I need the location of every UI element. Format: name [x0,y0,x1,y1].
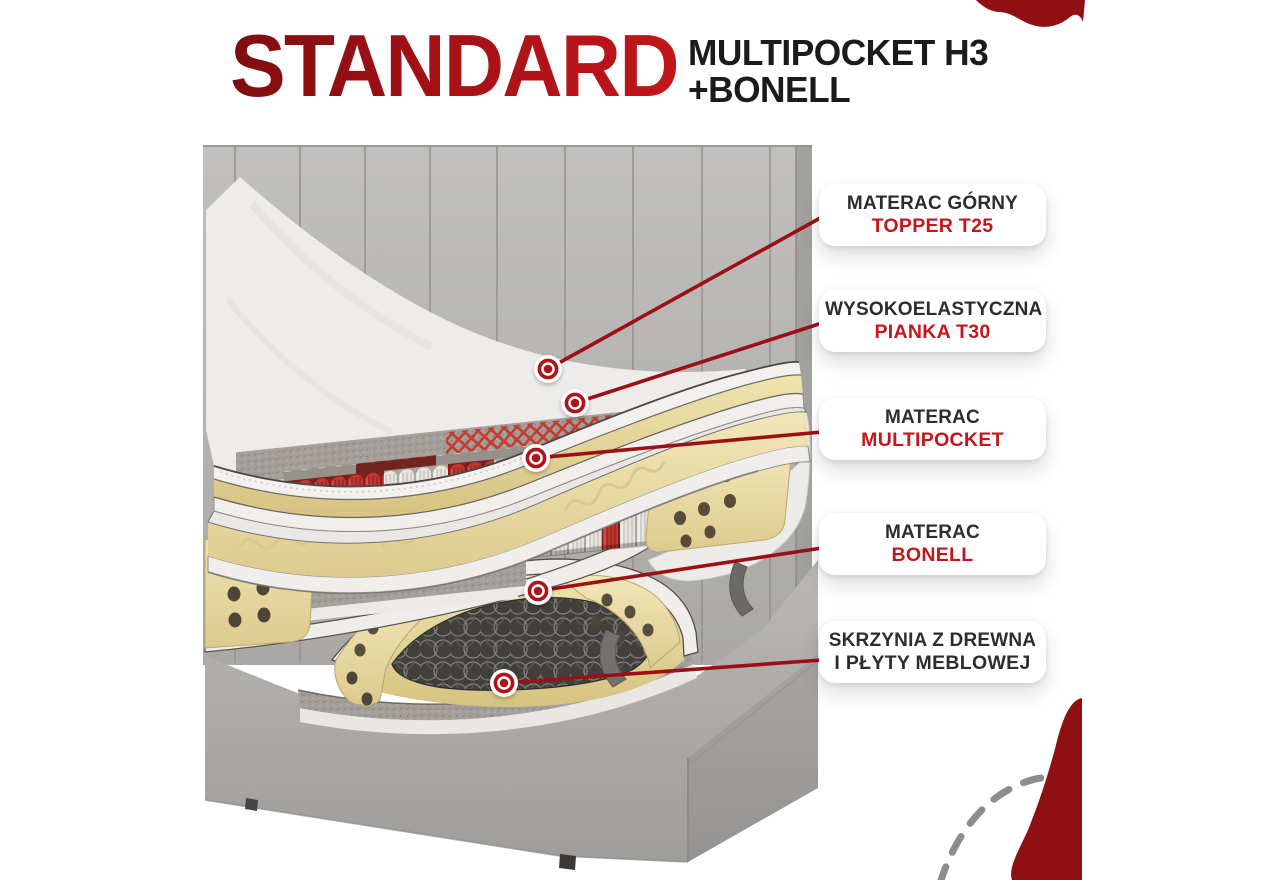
marker-box [490,669,518,697]
label-line1: MATERAC [885,522,980,543]
bed-foot [245,798,258,811]
label-line1: MATERAC [885,407,980,428]
label-line2: MULTIPOCKET [861,429,1004,451]
label-line2: I PŁYTY MEBLOWEJ [834,652,1031,674]
marker-pianka [561,389,589,417]
label-line2: PIANKA T30 [874,321,991,343]
label-card-topper [819,184,1046,246]
label-line1: SKRZYNIA Z DREWNA [828,630,1037,651]
label-line2: TOPPER T25 [871,215,994,237]
marker-topper [534,355,562,383]
label-line1: MATERAC GÓRNY [846,193,1019,214]
label-line1: WYSOKOELASTYCZNA [825,299,1043,320]
decor-blob-top-right [976,0,1085,27]
marker-bonell [524,577,552,605]
subtitle-line-2: +BONELL [688,69,851,110]
label-card-pianka [819,290,1046,352]
label-card-box [819,621,1046,683]
page-title: STANDARD [230,16,678,115]
marker-multipocket [522,444,550,472]
page-subtitle [688,34,988,108]
subtitle-line-1: MULTIPOCKET H3 [688,32,989,73]
label-line2: BONELL [891,544,974,566]
label-card-bonell [819,513,1046,575]
decor-blob-bottom-right [1011,698,1082,880]
label-card-multipocket [819,398,1046,460]
bed-foot [559,854,576,870]
